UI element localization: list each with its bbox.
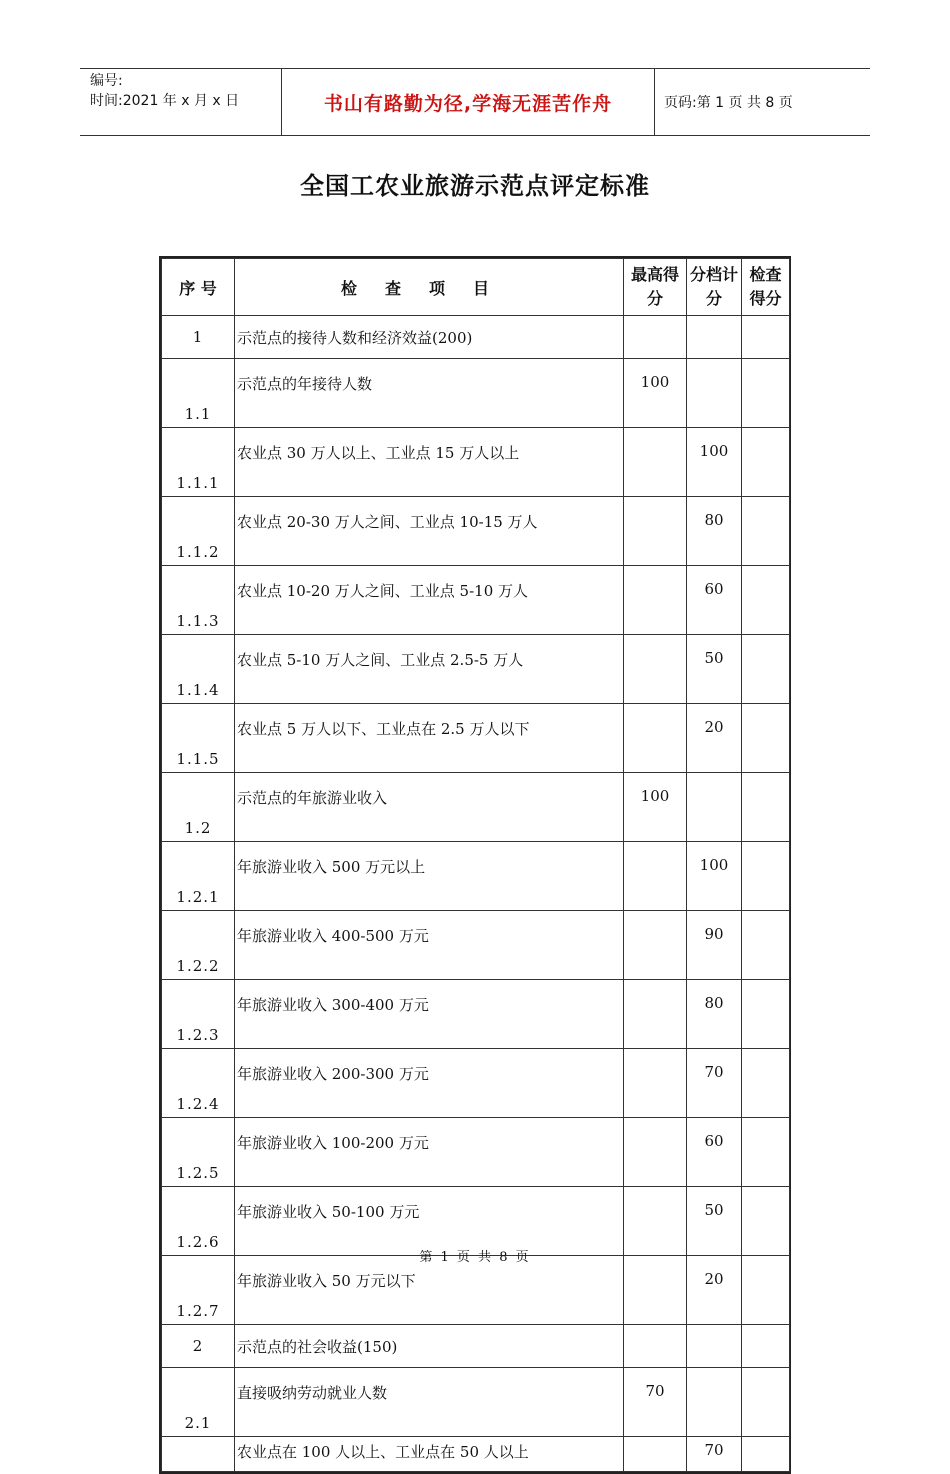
row-check-score (742, 1325, 790, 1368)
row-number: 1.2.6 (162, 1187, 235, 1256)
row-item: 年旅游业收入 100-200 万元 (235, 1118, 624, 1187)
row-number: 1.1 (162, 359, 235, 428)
row-item: 示范点的社会收益(150) (235, 1325, 624, 1368)
row-tier-score: 60 (687, 566, 742, 635)
row-max-score (624, 635, 687, 704)
row-tier-score (687, 316, 742, 359)
table-row (162, 1118, 790, 1187)
table-row (162, 497, 790, 566)
row-check-score (742, 566, 790, 635)
row-number: 1.2.3 (162, 980, 235, 1049)
table-row (162, 1325, 790, 1368)
row-tier-score: 70 (687, 1437, 742, 1472)
table-row (162, 773, 790, 842)
row-number: 1.2 (162, 773, 235, 842)
col-header-max-score: 最高得分 (624, 259, 687, 316)
row-item: 年旅游业收入 400-500 万元 (235, 911, 624, 980)
row-max-score (624, 704, 687, 773)
row-check-score (742, 980, 790, 1049)
row-number: 1.2.2 (162, 911, 235, 980)
row-check-score (742, 1368, 790, 1437)
row-max-score (624, 1256, 687, 1325)
row-item: 直接吸纳劳动就业人数 (235, 1368, 624, 1437)
row-tier-score: 80 (687, 980, 742, 1049)
col-header-check-score: 检查得分 (742, 259, 790, 316)
row-number: 2.1 (162, 1368, 235, 1437)
row-tier-score (687, 359, 742, 428)
row-item: 示范点的年旅游业收入 (235, 773, 624, 842)
header-meta (90, 71, 239, 111)
table-header-row (162, 259, 790, 316)
row-item: 农业点 20-30 万人之间、工业点 10-15 万人 (235, 497, 624, 566)
header-motto: 书山有路勤为径,学海无涯苦作舟 (323, 92, 613, 115)
row-number: 1.1.3 (162, 566, 235, 635)
row-check-score (742, 1437, 790, 1472)
row-tier-score: 20 (687, 1256, 742, 1325)
row-tier-score: 20 (687, 704, 742, 773)
table-row (162, 566, 790, 635)
row-tier-score: 100 (687, 842, 742, 911)
row-check-score (742, 1049, 790, 1118)
row-check-score (742, 359, 790, 428)
row-max-score (624, 980, 687, 1049)
row-item: 示范点的接待人数和经济效益(200) (235, 316, 624, 359)
row-item: 年旅游业收入 200-300 万元 (235, 1049, 624, 1118)
row-tier-score (687, 1325, 742, 1368)
row-max-score (624, 842, 687, 911)
row-tier-score: 50 (687, 635, 742, 704)
row-max-score (624, 911, 687, 980)
row-max-score: 70 (624, 1368, 687, 1437)
row-tier-score: 50 (687, 1187, 742, 1256)
row-item: 示范点的年接待人数 (235, 359, 624, 428)
col-header-item: 检查项目 (235, 259, 624, 316)
row-item: 年旅游业收入 300-400 万元 (235, 980, 624, 1049)
row-item: 农业点 5-10 万人之间、工业点 2.5-5 万人 (235, 635, 624, 704)
serial-label: 编号: (90, 73, 123, 89)
row-check-score (742, 428, 790, 497)
row-number: 1 (162, 316, 235, 359)
scoring-table (159, 256, 791, 1474)
row-number (162, 1437, 235, 1472)
col-header-no: 序 号 (162, 259, 235, 316)
row-max-score (624, 1118, 687, 1187)
row-tier-score: 70 (687, 1049, 742, 1118)
table-row (162, 635, 790, 704)
table-row (162, 1368, 790, 1437)
row-max-score (624, 1325, 687, 1368)
row-check-score (742, 773, 790, 842)
table-row (162, 1256, 790, 1325)
col-header-tier-score: 分档计分 (687, 259, 742, 316)
row-number: 1.2.4 (162, 1049, 235, 1118)
header-page-info: 页码:第 1 页 共 8 页 (664, 95, 793, 111)
row-max-score (624, 316, 687, 359)
row-check-score (742, 704, 790, 773)
row-number: 1.2.1 (162, 842, 235, 911)
row-check-score (742, 497, 790, 566)
row-item: 农业点 30 万人以上、工业点 15 万人以上 (235, 428, 624, 497)
table-row (162, 911, 790, 980)
row-check-score (742, 842, 790, 911)
row-check-score (742, 1118, 790, 1187)
row-max-score (624, 1437, 687, 1472)
row-max-score: 100 (624, 359, 687, 428)
table-row (162, 428, 790, 497)
table-row (162, 1437, 790, 1472)
row-item: 年旅游业收入 50 万元以下 (235, 1256, 624, 1325)
row-check-score (742, 911, 790, 980)
row-tier-score: 60 (687, 1118, 742, 1187)
row-tier-score (687, 1368, 742, 1437)
row-check-score (742, 316, 790, 359)
table-row (162, 842, 790, 911)
row-item: 年旅游业收入 50-100 万元 (235, 1187, 624, 1256)
row-number: 1.2.7 (162, 1256, 235, 1325)
row-check-score (742, 635, 790, 704)
page-footer: 第 1 页 共 8 页 (419, 1250, 531, 1265)
row-number: 1.1.4 (162, 635, 235, 704)
header-divider (654, 68, 655, 136)
row-item: 农业点 10-20 万人之间、工业点 5-10 万人 (235, 566, 624, 635)
table-row (162, 359, 790, 428)
row-max-score (624, 428, 687, 497)
row-number: 1.1.1 (162, 428, 235, 497)
row-tier-score: 80 (687, 497, 742, 566)
row-number: 1.1.5 (162, 704, 235, 773)
time-label: 时间:2021 年 x 月 x 日 (90, 93, 240, 109)
row-max-score (624, 1049, 687, 1118)
row-check-score (742, 1256, 790, 1325)
row-item: 农业点在 100 人以上、工业点在 50 人以上 (235, 1437, 624, 1472)
row-item: 农业点 5 万人以下、工业点在 2.5 万人以下 (235, 704, 624, 773)
row-tier-score: 100 (687, 428, 742, 497)
row-max-score (624, 566, 687, 635)
table-row (162, 1049, 790, 1118)
document-title: 全国工农业旅游示范点评定标准 (300, 172, 650, 200)
row-tier-score (687, 773, 742, 842)
row-tier-score: 90 (687, 911, 742, 980)
row-max-score (624, 497, 687, 566)
table-row (162, 704, 790, 773)
row-max-score: 100 (624, 773, 687, 842)
row-number: 1.1.2 (162, 497, 235, 566)
row-number: 2 (162, 1325, 235, 1368)
row-item: 年旅游业收入 500 万元以上 (235, 842, 624, 911)
row-number: 1.2.5 (162, 1118, 235, 1187)
table-row (162, 316, 790, 359)
table-row (162, 980, 790, 1049)
